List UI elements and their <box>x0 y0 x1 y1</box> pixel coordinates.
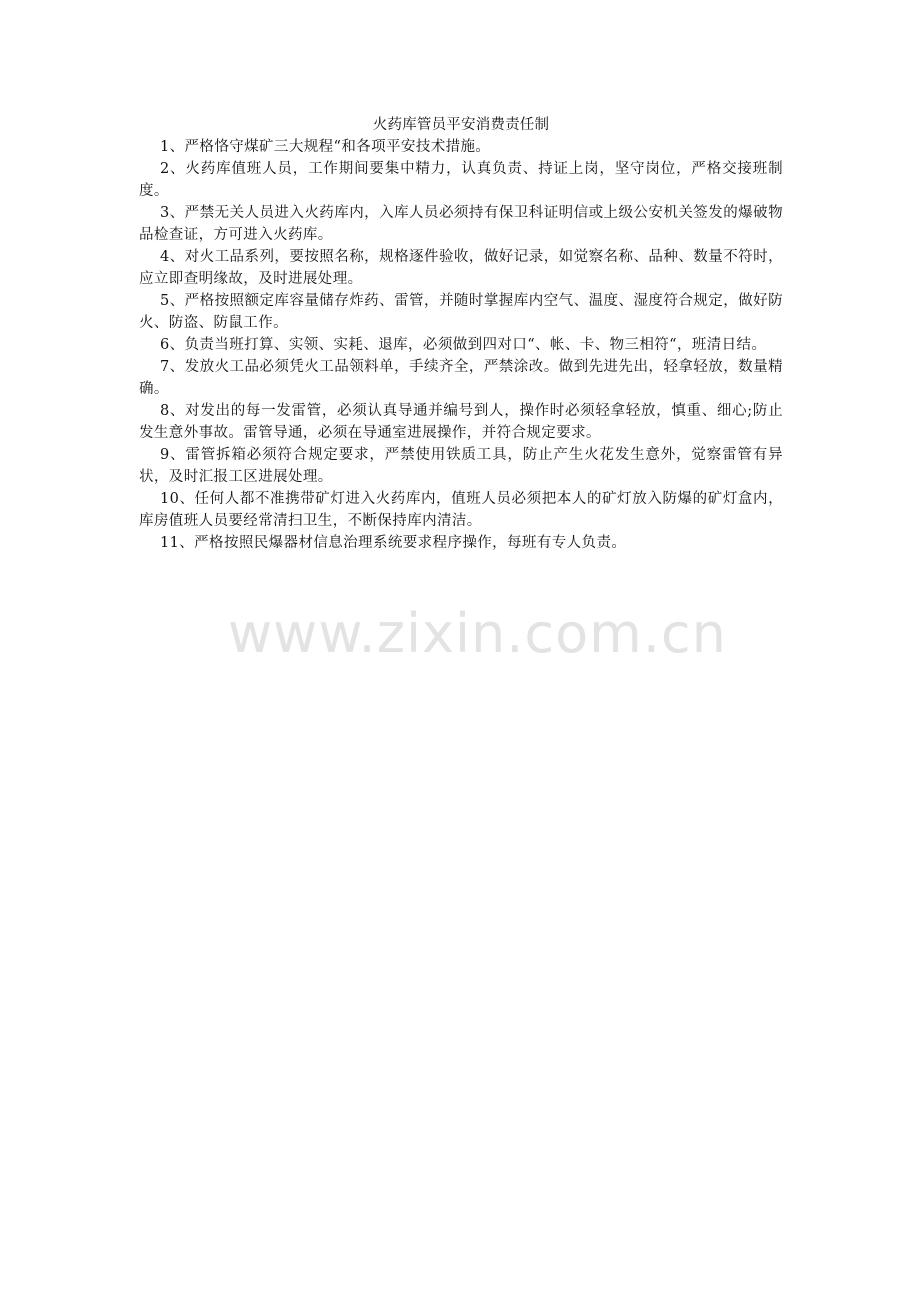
watermark: www.zixin.com.cn <box>228 602 727 665</box>
clause-7: 7、发放火工品必须凭火工品领料单，手续齐全，严禁涂改。做到先进先出，轻拿轻放，数量精确。 <box>139 359 783 397</box>
clause-6: 6、负责当班打算、实领、实耗、退库，必须做到四对口“、帐、卡、物三相符“，班清日结。 <box>160 337 767 353</box>
clause-8: 8、对发出的每一发雷管，必须认真导通并编号到人，操作时必须轻拿轻放，慎重、细心;防止发生意外事故。雷管导通，必须在导通室进展操作，并符合规定要求。 <box>139 403 783 441</box>
clause-3: 3、严禁无关人员进入火药库内，入库人员必须持有保卫科证明信或上级公安机关签发的爆破物品检查证，方可进入火药库。 <box>139 205 783 243</box>
clause-11: 11、严格按照民爆器材信息治理系统要求程序操作，每班有专人负责。 <box>160 535 627 551</box>
clause-1: 1、严格恪守煤矿三大规程“和各项平安技术措施。 <box>160 139 491 155</box>
clause-9: 9、雷管拆箱必须符合规定要求，严禁使用铁质工具，防止产生火花发生意外，觉察雷管有异状，及时汇报工区进展处理。 <box>139 447 783 485</box>
clause-5: 5、严格按照额定库容量储存炸药、雷管，并随时掌握库内空气、温度、湿度符合规定，做好防火、防盗、防鼠工作。 <box>139 293 783 331</box>
clause-4: 4、对火工品系列，要按照名称，规格逐件验收，做好记录，如觉察名称、品种、数量不符时，应立即查明缘故，及时进展处理。 <box>139 249 783 287</box>
document-title: 火药库管员平安消费责任制 <box>372 117 550 133</box>
clause-2: 2、火药库值班人员，工作期间要集中精力，认真负责、持证上岗，坚守岗位，严格交接班制度。 <box>139 161 783 199</box>
document-body <box>139 114 783 554</box>
clause-10: 10、任何人都不准携带矿灯进入火药库内，值班人员必须把本人的矿灯放入防爆的矿灯盒内，库房值班人员要经常清扫卫生，不断保持库内清洁。 <box>139 491 783 529</box>
